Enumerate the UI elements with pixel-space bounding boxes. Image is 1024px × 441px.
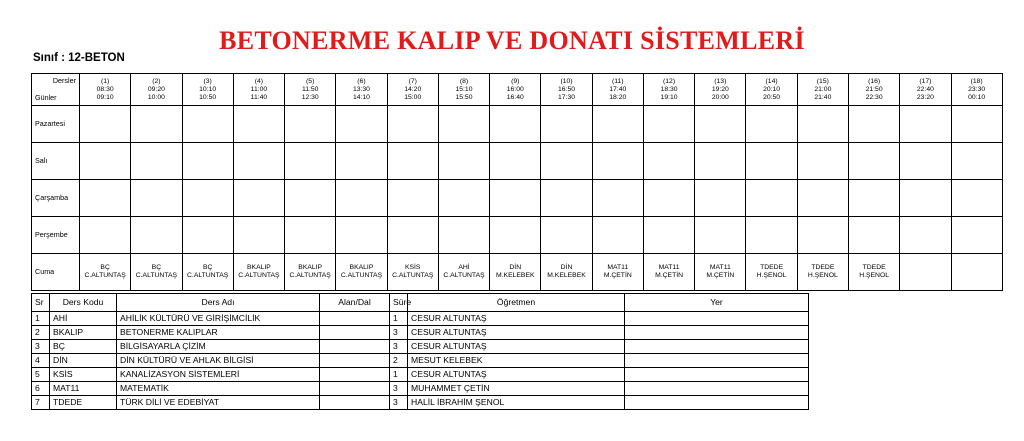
course-name: KANALİZASYON SİSTEMLERİ [117, 368, 320, 382]
period-header [541, 74, 592, 106]
period-end: 14:10 [352, 93, 370, 101]
day-name: Perşembe [32, 217, 80, 254]
lesson-code: KSİS [404, 264, 421, 271]
course-row [32, 382, 809, 396]
course-place [625, 354, 809, 368]
corner-days-label: Günler [35, 93, 57, 102]
period-start: 09:20 [147, 85, 165, 93]
schedule-cell [848, 180, 899, 217]
schedule-cell [746, 106, 797, 143]
lesson-teacher: H.ŞENOL [756, 272, 787, 279]
course-teacher: CESUR ALTUNTAŞ [408, 368, 625, 382]
schedule-cell [900, 217, 951, 254]
schedule-cell [797, 143, 848, 180]
period-start: 11:50 [301, 85, 319, 93]
schedule-cell [285, 217, 336, 254]
course-name: BİLGİSAYARLA ÇİZİM [117, 340, 320, 354]
schedule-cell [80, 180, 131, 217]
lesson-teacher: M.ÇETİN [603, 272, 632, 279]
schedule-cell [80, 106, 131, 143]
period-start: 10:10 [199, 85, 217, 93]
schedule-cell [490, 106, 541, 143]
schedule-cell [233, 143, 284, 180]
schedule-cell [438, 180, 489, 217]
period-number: (15) [816, 77, 829, 85]
period-header [695, 74, 746, 106]
period-number: (11) [611, 77, 624, 85]
schedule-cell [438, 106, 489, 143]
period-header [490, 74, 541, 106]
schedule-cell [182, 106, 233, 143]
lesson-code: BKALIP [247, 264, 271, 271]
schedule-cell [233, 180, 284, 217]
course-name: MATEMATİK [117, 382, 320, 396]
period-header [592, 74, 643, 106]
period-start: 23:30 [968, 85, 986, 93]
header-name: Ders Adı [117, 294, 320, 312]
schedule-cell [541, 180, 592, 217]
course-field [320, 340, 390, 354]
schedule-cell [797, 180, 848, 217]
period-start: 20:10 [763, 85, 781, 93]
schedule-cell [848, 143, 899, 180]
schedule-cell [643, 180, 694, 217]
lesson-teacher: M.ÇETİN [706, 272, 735, 279]
period-end: 12:30 [301, 93, 319, 101]
schedule-cell [541, 106, 592, 143]
schedule-cell [233, 106, 284, 143]
schedule-cell [182, 254, 233, 291]
corner-labels [32, 74, 79, 105]
course-field [320, 368, 390, 382]
period-header [438, 74, 489, 106]
lesson-code: TDEDE [862, 264, 886, 271]
schedule-cell [336, 143, 387, 180]
schedule-cell [182, 180, 233, 217]
course-sr: 7 [32, 396, 50, 410]
course-row [32, 368, 809, 382]
day-name: Pazartesi [32, 106, 80, 143]
period-end: 00:10 [968, 93, 986, 101]
header-code: Ders Kodu [50, 294, 117, 312]
schedule-cell [131, 143, 182, 180]
schedule-cell [490, 254, 541, 291]
course-code: MAT11 [50, 382, 117, 396]
period-end: 19:10 [660, 93, 678, 101]
schedule-cell [285, 106, 336, 143]
lesson-code: BÇ [100, 264, 110, 271]
course-row [32, 340, 809, 354]
schedule-cell [951, 217, 1002, 254]
lesson-code: TDEDE [760, 264, 784, 271]
day-name: Cuma [32, 254, 80, 291]
period-start: 16:00 [506, 85, 524, 93]
schedule-cell [797, 217, 848, 254]
course-field [320, 312, 390, 326]
schedule-cell [797, 106, 848, 143]
schedule-cell [131, 180, 182, 217]
day-name: Çarşamba [32, 180, 80, 217]
course-sr: 1 [32, 312, 50, 326]
course-field [320, 326, 390, 340]
period-number: (16) [868, 77, 881, 85]
schedule-table [31, 73, 1003, 291]
schedule-cell [695, 106, 746, 143]
lesson-code: BKALIP [349, 264, 374, 271]
header-field: Alan/Dal [320, 294, 390, 312]
course-table [31, 293, 809, 410]
period-end: 16:40 [506, 93, 524, 101]
schedule-cell [746, 143, 797, 180]
course-code: BÇ [50, 340, 117, 354]
course-field [320, 396, 390, 410]
lesson-code: BÇ [202, 264, 213, 271]
course-place [625, 368, 809, 382]
period-start: 08:30 [96, 85, 114, 93]
lesson-teacher: M.KELEBEK [547, 272, 586, 279]
period-header [182, 74, 233, 106]
period-header [951, 74, 1002, 106]
schedule-cell [80, 143, 131, 180]
lesson-code: BKALIP [298, 264, 323, 271]
schedule-cell [848, 106, 899, 143]
page-title: BETONERME KALIP VE DONATI SİSTEMLERİ [219, 26, 805, 55]
schedule-cell [900, 254, 951, 291]
schedule-cell [900, 143, 951, 180]
course-row [32, 326, 809, 340]
period-end: 20:50 [763, 93, 781, 101]
period-number: (18) [970, 77, 983, 85]
class-label: Sınıf : 12-BETON [33, 52, 125, 64]
course-name: BETONERME KALIPLAR [117, 326, 320, 340]
schedule-cell [797, 254, 848, 291]
header-duration: Süre [390, 294, 408, 312]
period-start: 21:50 [865, 85, 883, 93]
header-place: Yer [625, 294, 809, 312]
course-field [320, 382, 390, 396]
schedule-cell [541, 217, 592, 254]
lesson-code: DİN [560, 264, 573, 271]
period-start: 15:10 [455, 85, 473, 93]
schedule-cell [336, 217, 387, 254]
period-header [131, 74, 182, 106]
course-place [625, 326, 809, 340]
course-name: TÜRK DİLİ VE EDEBİYAT [117, 396, 320, 410]
period-start: 19:20 [711, 85, 729, 93]
course-code: TDEDE [50, 396, 117, 410]
schedule-cell [643, 254, 694, 291]
schedule-cell [900, 106, 951, 143]
schedule-cell [182, 217, 233, 254]
schedule-cell [131, 106, 182, 143]
course-place [625, 312, 809, 326]
period-number: (12) [663, 77, 676, 85]
schedule-cell [592, 180, 643, 217]
schedule-cell [80, 254, 131, 291]
schedule-cell [285, 143, 336, 180]
course-duration: 1 [390, 312, 408, 326]
schedule-cell [285, 254, 336, 291]
course-teacher: MUHAMMET ÇETİN [408, 382, 625, 396]
course-duration: 3 [390, 340, 408, 354]
schedule-cell [643, 217, 694, 254]
period-end: 10:00 [147, 93, 165, 101]
schedule-cell [387, 143, 438, 180]
period-end: 09:10 [96, 93, 114, 101]
course-code: BKALIP [50, 326, 117, 340]
schedule-cell [336, 254, 387, 291]
period-start: 14:20 [404, 85, 422, 93]
schedule-cell [182, 143, 233, 180]
period-end: 21:40 [814, 93, 832, 101]
schedule-cell [695, 180, 746, 217]
schedule-cell [336, 180, 387, 217]
course-field [320, 354, 390, 368]
course-header-row [32, 294, 809, 312]
schedule-cell [951, 180, 1002, 217]
schedule-cell [541, 143, 592, 180]
course-place [625, 382, 809, 396]
course-place [625, 340, 809, 354]
lesson-teacher: C.ALTUNTAŞ [443, 272, 485, 279]
period-number: (7) [408, 77, 417, 85]
schedule-day-row [32, 106, 1003, 143]
course-place [625, 396, 809, 410]
period-number: (14) [765, 77, 778, 85]
course-duration: 1 [390, 368, 408, 382]
period-end: 20:00 [711, 93, 729, 101]
schedule-cell [592, 106, 643, 143]
schedule-cell [438, 143, 489, 180]
period-start: 17:40 [609, 85, 627, 93]
period-number: (1) [100, 77, 110, 85]
course-teacher: HALİL İBRAHİM ŞENOL [408, 396, 625, 410]
schedule-cell [490, 143, 541, 180]
schedule-cell [592, 254, 643, 291]
lesson-teacher: H.ŞENOL [859, 272, 890, 279]
lesson-code: MAT11 [709, 264, 731, 271]
lesson-code: MAT11 [658, 264, 680, 271]
period-start: 16:50 [558, 85, 576, 93]
period-header [746, 74, 797, 106]
period-start: 22:40 [916, 85, 934, 93]
course-row [32, 396, 809, 410]
period-header [80, 74, 131, 106]
period-header [643, 74, 694, 106]
lesson-teacher: C.ALTUNTAŞ [289, 272, 331, 279]
course-teacher: CESUR ALTUNTAŞ [408, 312, 625, 326]
lesson-teacher: C.ALTUNTAŞ [135, 272, 178, 279]
course-duration: 3 [390, 382, 408, 396]
schedule-cell [387, 254, 438, 291]
schedule-cell [438, 254, 489, 291]
period-start: 11:00 [250, 85, 268, 93]
schedule-cell [695, 143, 746, 180]
corner-cell [32, 74, 80, 106]
period-header [387, 74, 438, 106]
schedule-cell [848, 254, 899, 291]
schedule-cell [490, 217, 541, 254]
schedule-cell [746, 254, 797, 291]
lesson-code: TDEDE [811, 264, 835, 271]
course-duration: 3 [390, 396, 408, 410]
schedule-cell [746, 217, 797, 254]
corner-lessons-label: Dersler [52, 76, 76, 85]
lesson-code: MAT11 [607, 264, 629, 271]
schedule-cell [695, 254, 746, 291]
schedule-cell [541, 254, 592, 291]
period-number: (10) [560, 77, 573, 85]
period-end: 15:00 [404, 93, 422, 101]
schedule-day-row [32, 254, 1003, 291]
lesson-teacher: C.ALTUNTAŞ [340, 272, 383, 279]
period-end: 17:30 [558, 93, 576, 101]
course-teacher: CESUR ALTUNTAŞ [408, 340, 625, 354]
course-code: AHİ [50, 312, 117, 326]
period-start: 21:00 [814, 85, 832, 93]
lesson-teacher: C.ALTUNTAŞ [187, 272, 229, 279]
period-number: (3) [203, 77, 212, 85]
schedule-cell [131, 254, 182, 291]
course-code: KSİS [50, 368, 117, 382]
header-sr: Sr [32, 294, 50, 312]
schedule-cell [951, 143, 1002, 180]
schedule-cell [592, 217, 643, 254]
schedule-cell [438, 217, 489, 254]
course-teacher: MESUT KELEBEK [408, 354, 625, 368]
period-end: 11:40 [250, 93, 268, 101]
lesson-teacher: H.ŞENOL [807, 272, 838, 279]
lesson-code: AHİ [458, 264, 470, 271]
course-teacher: CESUR ALTUNTAŞ [408, 326, 625, 340]
period-header [336, 74, 387, 106]
schedule-cell [746, 180, 797, 217]
schedule-cell [387, 180, 438, 217]
period-end: 10:50 [199, 93, 217, 101]
period-header [797, 74, 848, 106]
schedule-cell [490, 180, 541, 217]
course-duration: 2 [390, 354, 408, 368]
period-start: 13:30 [352, 85, 370, 93]
course-name: AHİLİK KÜLTÜRÜ VE GİRİŞİMCİLİK [117, 312, 320, 326]
period-header [233, 74, 284, 106]
period-start: 18:30 [660, 85, 678, 93]
course-sr: 3 [32, 340, 50, 354]
period-end: 15:50 [455, 93, 473, 101]
period-number: (9) [511, 77, 520, 85]
schedule-cell [285, 180, 336, 217]
course-sr: 4 [32, 354, 50, 368]
period-end: 18:20 [609, 93, 627, 101]
period-number: (5) [306, 77, 315, 85]
period-header [900, 74, 951, 106]
period-number: (13) [714, 77, 727, 85]
schedule-day-row [32, 143, 1003, 180]
day-name: Salı [32, 143, 80, 180]
period-end: 23:20 [916, 93, 934, 101]
course-code: DİN [50, 354, 117, 368]
schedule-day-row [32, 180, 1003, 217]
schedule-cell [387, 217, 438, 254]
schedule-cell [233, 217, 284, 254]
schedule-cell [848, 217, 899, 254]
period-number: (17) [919, 77, 932, 85]
lesson-teacher: C.ALTUNTAŞ [84, 272, 126, 279]
course-row [32, 312, 809, 326]
schedule-cell [951, 106, 1002, 143]
schedule-cell [131, 217, 182, 254]
lesson-teacher: M.KELEBEK [495, 272, 535, 279]
schedule-cell [336, 106, 387, 143]
period-end: 22:30 [865, 93, 883, 101]
period-number: (8) [459, 77, 469, 85]
course-name: DİN KÜLTÜRÜ VE AHLAK BİLGİSİ [117, 354, 320, 368]
lesson-code: BÇ [151, 264, 162, 271]
course-sr: 5 [32, 368, 50, 382]
lesson-teacher: C.ALTUNTAŞ [392, 272, 434, 279]
schedule-day-row [32, 217, 1003, 254]
schedule-cell [233, 254, 284, 291]
lesson-teacher: M.ÇETİN [655, 272, 684, 279]
course-sr: 6 [32, 382, 50, 396]
schedule-cell [900, 180, 951, 217]
schedule-cell [592, 143, 643, 180]
schedule-cell [695, 217, 746, 254]
course-sr: 2 [32, 326, 50, 340]
period-number: (6) [357, 77, 366, 85]
period-number: (4) [254, 77, 264, 85]
schedule-header-row [32, 74, 1003, 106]
schedule-cell [387, 106, 438, 143]
schedule-cell [643, 143, 694, 180]
period-header [848, 74, 899, 106]
header-teacher: Öğretmen [408, 294, 625, 312]
period-number: (2) [152, 77, 161, 85]
schedule-cell [80, 217, 131, 254]
period-header [285, 74, 336, 106]
schedule-cell [951, 254, 1002, 291]
lesson-code: DİN [509, 264, 522, 271]
course-duration: 3 [390, 326, 408, 340]
lesson-teacher: C.ALTUNTAŞ [238, 272, 280, 279]
schedule-cell [643, 106, 694, 143]
course-row [32, 354, 809, 368]
